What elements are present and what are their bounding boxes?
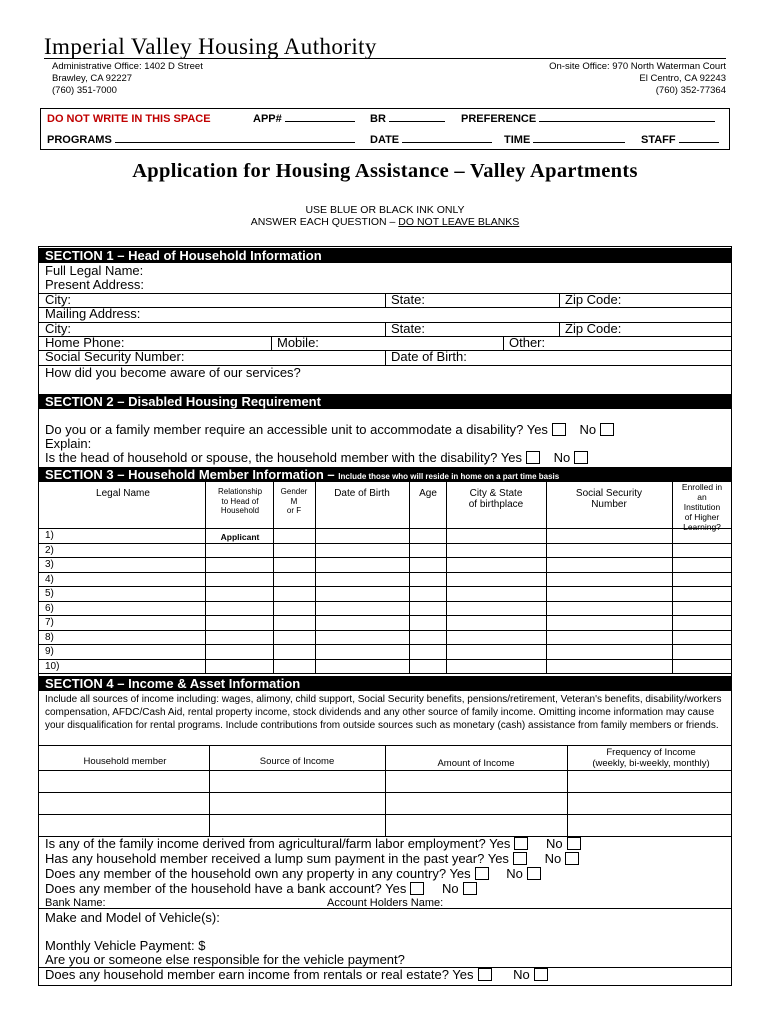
explain-field[interactable]: Explain:	[45, 436, 92, 451]
do-not-write-label: DO NOT WRITE IN THIS SPACE	[47, 113, 211, 125]
applicant-label: Applicant	[220, 532, 260, 542]
table-row-divider	[39, 644, 731, 645]
table-row-divider	[39, 543, 731, 544]
other-phone-field[interactable]: Other:	[509, 335, 546, 350]
property-yes-checkbox[interactable]	[475, 867, 489, 880]
agri-no-checkbox[interactable]	[567, 837, 581, 850]
col-birthplace: City & State of birthplace	[468, 488, 524, 510]
date-field[interactable]: DATE	[370, 134, 492, 146]
table-row[interactable]: 7)	[45, 617, 54, 628]
table-row[interactable]: 2)	[45, 544, 54, 556]
table-row-divider	[39, 673, 731, 674]
table-row-divider	[39, 615, 731, 616]
col-legal-name: Legal Name	[96, 488, 150, 499]
bank-yes-checkbox[interactable]	[410, 882, 424, 895]
bank-account-question: Does any member of the household have a bank account? Yes No	[45, 882, 481, 896]
preference-field[interactable]: PREFERENCE	[461, 113, 715, 125]
table-row[interactable]: 1)	[45, 530, 54, 541]
divider	[39, 336, 731, 337]
staff-field[interactable]: STAFF	[641, 134, 719, 146]
zip-code-field[interactable]: Zip Code:	[565, 292, 622, 307]
table-row-divider	[39, 572, 731, 573]
property-no-checkbox[interactable]	[527, 867, 541, 880]
disability-no-checkbox[interactable]	[574, 451, 588, 464]
bank-name-field[interactable]: Bank Name:	[45, 897, 106, 909]
present-address-field[interactable]: Present Address:	[45, 277, 144, 292]
section2-heading: SECTION 2 – Disabled Housing Requirement	[39, 394, 731, 409]
table-row-divider	[39, 601, 731, 602]
agricultural-income-question: Is any of the family income derived from agricultural/farm labor employment? Yes No	[45, 837, 585, 851]
accessible-unit-question: Do you or a family member require an accessible unit to accommodate a disability? Yes No	[45, 423, 618, 437]
divider	[385, 745, 386, 836]
col-date-of-birth: Date of Birth	[334, 488, 390, 499]
rental-yes-checkbox[interactable]	[478, 968, 492, 981]
lump-sum-question: Has any household member received a lump sum payment in the past year? Yes No	[45, 852, 583, 866]
col-relationship: Relationship to Head of Household	[217, 487, 263, 515]
table-row[interactable]: 10)	[45, 660, 60, 672]
br-field[interactable]: BR	[370, 113, 445, 125]
section4-heading: SECTION 4 – Income & Asset Information	[39, 676, 731, 691]
mobile-phone-field[interactable]: Mobile:	[277, 335, 319, 350]
lump-no-checkbox[interactable]	[565, 852, 579, 865]
dob-field[interactable]: Date of Birth:	[391, 349, 467, 364]
col-age: Age	[419, 488, 437, 499]
col-enrolled: Enrolled in an Institution of Higher Learning?	[681, 482, 723, 532]
col-gender: Gender M or F	[280, 487, 308, 515]
accessible-yes-checkbox[interactable]	[552, 423, 566, 436]
table-row[interactable]: 6)	[45, 602, 54, 614]
mailing-address-field[interactable]: Mailing Address:	[45, 306, 141, 321]
table-row-divider	[39, 659, 731, 660]
programs-field[interactable]: PROGRAMS	[47, 134, 355, 146]
full-name-field[interactable]: Full Legal Name:	[45, 263, 144, 278]
rental-income-question: Does any household member earn income from rentals or real estate? Yes No	[45, 968, 552, 982]
divider	[385, 350, 386, 365]
account-holders-field[interactable]: Account Holders Name:	[327, 897, 444, 909]
application-form	[38, 246, 732, 986]
col-ssn: Social Security Number	[575, 488, 643, 510]
ssn-field[interactable]: Social Security Number:	[45, 349, 185, 364]
col-amount-of-income: Amount of Income	[437, 758, 515, 769]
table-row[interactable]: 8)	[45, 631, 54, 643]
time-field[interactable]: TIME	[504, 134, 625, 146]
divider	[559, 293, 560, 307]
lump-yes-checkbox[interactable]	[513, 852, 527, 865]
onsite-office-address: On-site Office: 970 North Waterman Court El Centro, CA 92243 (760) 352-77364	[549, 61, 726, 96]
vehicle-payment-field[interactable]: Monthly Vehicle Payment: $	[45, 938, 206, 953]
admin-office-address: Administrative Office: 1402 D Street Brawley, CA 92227 (760) 351-7000	[52, 61, 203, 96]
city-field[interactable]: City:	[45, 292, 71, 307]
app-number-field[interactable]: APP#	[253, 113, 355, 125]
disability-yes-checkbox[interactable]	[526, 451, 540, 464]
divider	[271, 336, 272, 350]
income-instructions: Include all sources of income including: wages, alimony, child support, Social Security benefits, pensions/retirement, Veteran's benefits, disability/workers compensation, AFDC/Cash Aid, rental property income, stock dividends and any other source of family income. Omitting income information may cause your disqualification for rental programs. Include contributions from outside sources such as monetary (cash) assistance from family members or friends.	[45, 694, 722, 731]
accessible-no-checkbox[interactable]	[600, 423, 614, 436]
divider	[559, 322, 560, 336]
vehicle-make-field[interactable]: Make and Model of Vehicle(s):	[45, 910, 220, 925]
divider	[385, 322, 386, 336]
table-row-divider	[39, 630, 731, 631]
organization-name: Imperial Valley Housing Authority	[44, 34, 377, 59]
table-row-divider	[39, 528, 731, 529]
home-phone-field[interactable]: Home Phone:	[45, 335, 125, 350]
table-row-divider	[39, 557, 731, 558]
section1-heading: SECTION 1 – Head of Household Information	[39, 248, 731, 263]
office-use-box	[40, 108, 730, 150]
section3-heading: SECTION 3 – Household Member Information – Include those who will reside in home on a part time basis	[39, 467, 731, 482]
table-row[interactable]: 5)	[45, 588, 54, 599]
disability-member-question: Is the head of household or spouse, the household member with the disability? Yes No	[45, 451, 592, 465]
col-source-of-income: Source of Income	[259, 756, 335, 767]
state-field[interactable]: State:	[391, 292, 425, 307]
agri-yes-checkbox[interactable]	[514, 837, 528, 850]
mailing-state-field[interactable]: State:	[391, 321, 425, 336]
mailing-zip-field[interactable]: Zip Code:	[565, 321, 622, 336]
bank-no-checkbox[interactable]	[463, 882, 477, 895]
mailing-city-field[interactable]: City:	[45, 321, 71, 336]
col-household-member: Household member	[83, 756, 167, 767]
property-question: Does any member of the household own any property in any country? Yes No	[45, 867, 545, 881]
divider	[39, 307, 731, 308]
divider	[385, 293, 386, 307]
instructions: USE BLUE OR BLACK INK ONLY ANSWER EACH QUESTION – DO NOT LEAVE BLANKS	[250, 204, 520, 228]
col-frequency: Frequency of Income (weekly, bi-weekly, monthly)	[592, 747, 710, 769]
table-row-divider	[39, 586, 731, 587]
header-rule	[44, 58, 726, 59]
referral-source-field[interactable]: How did you become aware of our services?	[45, 365, 301, 380]
table-row[interactable]: 3)	[45, 559, 54, 570]
divider	[39, 908, 731, 909]
vehicle-responsible-field[interactable]: Are you or someone else responsible for the vehicle payment?	[45, 952, 405, 967]
table-row[interactable]: 4)	[45, 573, 54, 585]
divider	[209, 745, 210, 836]
rental-no-checkbox[interactable]	[534, 968, 548, 981]
table-row[interactable]: 9)	[45, 646, 54, 657]
divider	[567, 745, 568, 836]
divider	[503, 336, 504, 350]
application-title: Application for Housing Assistance – Valley Apartments	[132, 160, 638, 182]
